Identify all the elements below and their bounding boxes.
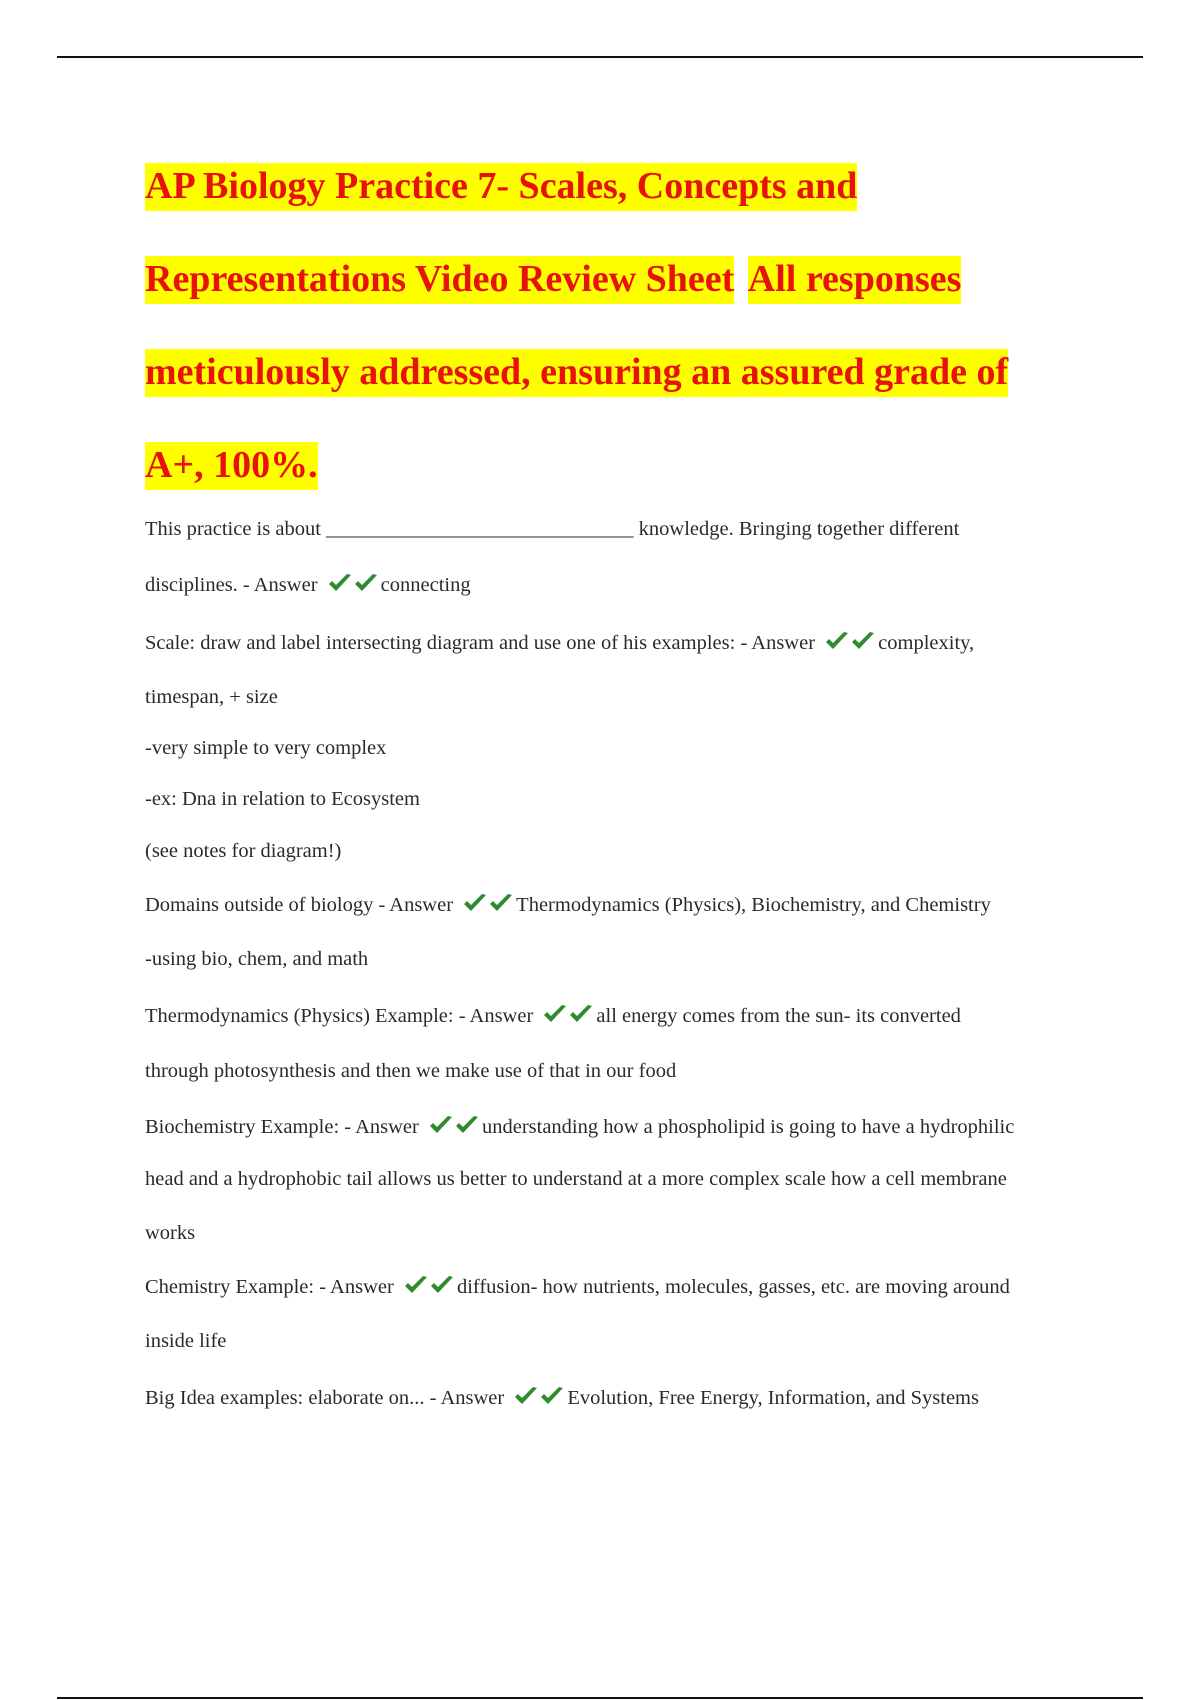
item-3-question: Domains outside of biology - Answer — [145, 894, 459, 916]
check-icon — [454, 1114, 480, 1136]
bottom-rule — [57, 1697, 1143, 1699]
top-rule — [57, 56, 1143, 58]
title-line-2: Representations Video Review Sheet — [145, 256, 734, 304]
check-icon — [568, 1003, 594, 1025]
item-2-question: Scale: draw and label intersecting diagram and use one of his examples: - Answer — [145, 632, 821, 654]
answer-checks — [513, 1385, 565, 1410]
item-2-answer-line-3: -very simple to very complex — [145, 737, 387, 759]
document-title — [145, 140, 1085, 512]
item-4-line-1 — [145, 1003, 1095, 1028]
answer-checks — [824, 630, 876, 655]
item-3-answer-line-2: -using bio, chem, and math — [145, 948, 369, 970]
check-icon — [539, 1385, 565, 1407]
check-icon — [327, 572, 353, 594]
answer-checks — [327, 572, 379, 597]
item-7-answer: Evolution, Free Energy, Information, and Systems — [567, 1387, 979, 1409]
title-line-4: A+, 100%. — [145, 442, 318, 490]
item-5-answer-line-2: head and a hydrophobic tail allows us better to understand at a more complex scale how a cell membrane — [145, 1168, 1007, 1190]
item-1-question-cont: disciplines. - Answer — [145, 574, 323, 596]
check-icon — [403, 1274, 429, 1296]
item-6-line-1 — [145, 1274, 1095, 1299]
check-icon — [462, 892, 488, 914]
item-5-line-1 — [145, 1114, 1095, 1139]
item-2-answer-line-2: timespan, + size — [145, 686, 278, 708]
item-1-answer: connecting — [380, 574, 471, 596]
title-line-2b: All responses — [748, 256, 962, 304]
item-3-line-1 — [145, 892, 1095, 917]
answer-checks — [462, 892, 514, 917]
item-5-answer: understanding how a phospholipid is going to have a hydrophilic — [481, 1116, 1015, 1138]
answer-checks — [428, 1114, 480, 1139]
item-6-answer-line-2: inside life — [145, 1330, 227, 1352]
check-icon — [428, 1114, 454, 1136]
check-icon — [850, 630, 876, 652]
item-2-line-1 — [145, 630, 1095, 655]
item-6-answer: diffusion- how nutrients, molecules, gasses, etc. are moving around — [456, 1276, 1010, 1298]
title-line-1: AP Biology Practice 7- Scales, Concepts and — [145, 163, 857, 211]
item-3-answer: Thermodynamics (Physics), Biochemistry, and Chemistry — [516, 894, 991, 916]
item-4-answer-line-2: through photosynthesis and then we make use of that in our food — [145, 1060, 677, 1082]
check-icon — [513, 1385, 539, 1407]
check-icon — [824, 630, 850, 652]
check-icon — [429, 1274, 455, 1296]
item-5-question: Biochemistry Example: - Answer — [145, 1116, 424, 1138]
item-7-line-1 — [145, 1385, 1095, 1410]
answer-checks — [542, 1003, 594, 1028]
item-2-answer-line-5: (see notes for diagram!) — [145, 840, 342, 862]
item-2-answer-line-4: -ex: Dna in relation to Ecosystem — [145, 788, 420, 810]
item-7-question: Big Idea examples: elaborate on... - Answer — [145, 1387, 510, 1409]
item-4-question: Thermodynamics (Physics) Example: - Answer — [145, 1005, 539, 1027]
item-1-question: This practice is about ______________________________ knowledge. Bringing together different — [145, 518, 960, 540]
check-icon — [488, 892, 514, 914]
item-1-answer-line — [145, 572, 1095, 597]
check-icon — [542, 1003, 568, 1025]
item-5-answer-line-3: works — [145, 1222, 196, 1244]
check-icon — [353, 572, 379, 594]
title-line-3: meticulously addressed, ensuring an assured grade of — [145, 349, 1008, 397]
item-4-answer: all energy comes from the sun- its converted — [596, 1005, 961, 1027]
item-6-question: Chemistry Example: - Answer — [145, 1276, 399, 1298]
item-2-answer: complexity, — [878, 632, 975, 654]
answer-checks — [403, 1274, 455, 1299]
